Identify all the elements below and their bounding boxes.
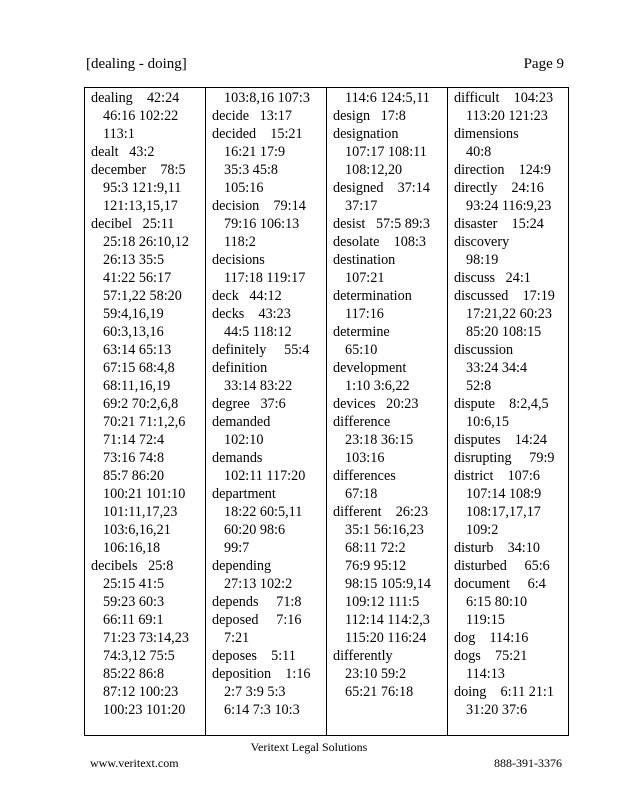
index-entry-continuation: 69:2 70:2,6,8 <box>103 396 179 412</box>
index-entry: dimensions <box>454 126 519 142</box>
index-entry-continuation: 33:24 34:4 <box>466 360 528 376</box>
index-entry-continuation: 109:2 <box>466 522 499 538</box>
index-entry-continuation: 68:11,16,19 <box>103 378 171 394</box>
index-entry-continuation: 67:15 68:4,8 <box>103 360 175 376</box>
index-entry: degree 37:6 <box>212 396 286 412</box>
index-entry-continuation: 117:16 <box>345 306 384 322</box>
index-entry: disturbed 65:6 <box>454 558 550 574</box>
index-entry-continuation: 107:21 <box>345 270 385 286</box>
index-entry-continuation: 106:16,18 <box>103 540 161 556</box>
index-entry-continuation: 118:2 <box>224 234 256 250</box>
index-entry: definition <box>212 360 268 376</box>
index-entry-continuation: 71:23 73:14,23 <box>103 630 189 646</box>
index-entry-continuation: 35:1 56:16,23 <box>345 522 424 538</box>
index-entry-continuation: 59:4,16,19 <box>103 306 164 322</box>
index-entry-continuation: 98:15 105:9,14 <box>345 576 431 592</box>
index-entry: designation <box>333 126 399 142</box>
index-entry: disputes 14:24 <box>454 432 548 448</box>
index-entry-continuation: 121:13,15,17 <box>103 198 178 214</box>
index-entry: discuss 24:1 <box>454 270 531 286</box>
index-entry: dispute 8:2,4,5 <box>454 396 549 412</box>
index-entry-continuation: 65:21 76:18 <box>345 684 414 700</box>
footer-company: Veritext Legal Solutions <box>250 740 368 754</box>
index-entry: devices 20:23 <box>333 396 419 412</box>
index-entry-continuation: 6:14 7:3 10:3 <box>224 702 300 718</box>
index-entry: disrupting 79:9 <box>454 450 555 466</box>
word-index-table <box>84 87 569 736</box>
index-entry: district 107:6 <box>454 468 540 484</box>
index-entry-continuation: 74:3,12 75:5 <box>103 648 175 664</box>
index-entry: dogs 75:21 <box>454 648 528 664</box>
index-entry: disturb 34:10 <box>454 540 540 556</box>
index-entry-continuation: 73:16 74:8 <box>103 450 165 466</box>
index-entry-continuation: 102:10 <box>224 432 264 448</box>
index-entry: december 78:5 <box>91 162 186 178</box>
index-entry-continuation: 107:14 108:9 <box>466 486 542 502</box>
index-entry-continuation: 60:3,13,16 <box>103 324 164 340</box>
index-entry: demanded <box>212 414 271 430</box>
index-entry: decisions <box>212 252 265 268</box>
index-entry: discovery <box>454 234 510 250</box>
index-entry-continuation: 103:8,16 107:3 <box>224 90 310 106</box>
index-entry-continuation: 66:11 69:1 <box>103 612 164 628</box>
index-entry-continuation: 57:1,22 58:20 <box>103 288 182 304</box>
page-number: Page 9 <box>523 56 564 72</box>
index-entry: differently <box>333 648 393 664</box>
index-entry: designed 37:14 <box>333 180 430 196</box>
index-entry: deck 44:12 <box>212 288 282 304</box>
index-entry-continuation: 93:24 116:9,23 <box>466 198 552 214</box>
footer-website: www.veritext.com <box>90 756 179 770</box>
index-entry-continuation: 68:11 72:2 <box>345 540 406 556</box>
index-entry: difference <box>333 414 391 430</box>
index-entry-continuation: 6:15 80:10 <box>466 594 528 610</box>
index-entry-continuation: 71:14 72:4 <box>103 432 165 448</box>
index-entry-continuation: 85:22 86:8 <box>103 666 165 682</box>
index-entry-continuation: 85:20 108:15 <box>466 324 542 340</box>
index-entry-continuation: 16:21 17:9 <box>224 144 286 160</box>
index-entry-continuation: 25:15 41:5 <box>103 576 165 592</box>
index-entry-continuation: 1:10 3:6,22 <box>345 378 410 394</box>
index-entry-continuation: 26:13 35:5 <box>103 252 165 268</box>
index-entry-continuation: 33:14 83:22 <box>224 378 293 394</box>
index-entry-continuation: 25:18 26:10,12 <box>103 234 189 250</box>
index-entry-continuation: 100:23 101:20 <box>103 702 186 718</box>
index-entry: directly 24:16 <box>454 180 544 196</box>
index-entry: design 17:8 <box>333 108 406 124</box>
index-entry-continuation: 41:22 56:17 <box>103 270 172 286</box>
index-entry-continuation: 59:23 60:3 <box>103 594 165 610</box>
index-entry: deposed 7:16 <box>212 612 302 628</box>
index-entry: direction 124:9 <box>454 162 551 178</box>
index-entry: destination <box>333 252 396 268</box>
index-entry-continuation: 46:16 102:22 <box>103 108 179 124</box>
index-entry-continuation: 67:18 <box>345 486 378 502</box>
index-entry: desolate 108:3 <box>333 234 426 250</box>
index-entry-continuation: 37:17 <box>345 198 378 214</box>
index-entry: dealing 42:24 <box>91 90 180 106</box>
index-entry-continuation: 115:20 116:24 <box>345 630 427 646</box>
index-entry-continuation: 108:17,17,17 <box>466 504 541 520</box>
index-entry-continuation: 52:8 <box>466 378 492 394</box>
footer-phone: 888-391-3376 <box>494 756 562 770</box>
index-entry-continuation: 98:19 <box>466 252 499 268</box>
index-entry-continuation: 103:6,16,21 <box>103 522 171 538</box>
index-entry-continuation: 10:6,15 <box>466 414 509 430</box>
index-column-4 <box>447 88 568 735</box>
index-entry-continuation: 109:12 111:5 <box>345 594 420 610</box>
index-entry-continuation: 119:15 <box>466 612 505 628</box>
index-entry: deposes 5:11 <box>212 648 296 664</box>
index-entry-continuation: 100:21 101:10 <box>103 486 186 502</box>
index-entry: document 6:4 <box>454 576 546 592</box>
index-entry: determine <box>333 324 390 340</box>
index-entry: different 26:23 <box>333 504 429 520</box>
index-entry-continuation: 105:16 <box>224 180 264 196</box>
index-column-1 <box>85 88 205 735</box>
index-entry-continuation: 95:3 121:9,11 <box>103 180 182 196</box>
index-entry: dealt 43:2 <box>91 144 155 160</box>
index-entry: deposition 1:16 <box>212 666 311 682</box>
index-entry-continuation: 76:9 95:12 <box>345 558 407 574</box>
index-entry-continuation: 44:5 118:12 <box>224 324 292 340</box>
index-entry: development <box>333 360 407 376</box>
index-entry: determination <box>333 288 412 304</box>
index-entry-continuation: 103:16 <box>345 450 385 466</box>
index-entry-continuation: 27:13 102:2 <box>224 576 293 592</box>
index-entry-continuation: 113:1 <box>103 126 135 142</box>
index-range-header: [dealing - doing] <box>86 56 187 72</box>
index-entry: decision 79:14 <box>212 198 306 214</box>
index-entry: desist 57:5 89:3 <box>333 216 430 232</box>
index-entry: differences <box>333 468 396 484</box>
index-entry-continuation: 99:7 <box>224 540 250 556</box>
index-entry-continuation: 2:7 3:9 5:3 <box>224 684 286 700</box>
index-entry: department <box>212 486 276 502</box>
index-entry-continuation: 60:20 98:6 <box>224 522 286 538</box>
index-entry-continuation: 18:22 60:5,11 <box>224 504 303 520</box>
index-entry: discussed 17:19 <box>454 288 555 304</box>
index-entry: definitely 55:4 <box>212 342 310 358</box>
index-entry-continuation: 63:14 65:13 <box>103 342 172 358</box>
index-entry-continuation: 87:12 100:23 <box>103 684 179 700</box>
index-entry: decibel 25:11 <box>91 216 175 232</box>
index-entry: decided 15:21 <box>212 126 303 142</box>
index-entry: decide 13:17 <box>212 108 292 124</box>
index-entry: discussion <box>454 342 514 358</box>
index-entry-continuation: 114:13 <box>466 666 505 682</box>
index-entry-continuation: 17:21,22 60:23 <box>466 306 552 322</box>
index-entry: difficult 104:23 <box>454 90 554 106</box>
index-entry: depending <box>212 558 272 574</box>
index-entry-continuation: 114:6 124:5,11 <box>345 90 430 106</box>
index-entry: demands <box>212 450 263 466</box>
index-entry-continuation: 70:21 71:1,2,6 <box>103 414 186 430</box>
index-entry-continuation: 85:7 86:20 <box>103 468 165 484</box>
index-entry-continuation: 31:20 37:6 <box>466 702 528 718</box>
index-entry-continuation: 107:17 108:11 <box>345 144 427 160</box>
index-entry-continuation: 112:14 114:2,3 <box>345 612 430 628</box>
index-entry-continuation: 23:10 59:2 <box>345 666 407 682</box>
index-entry: decibels 25:8 <box>91 558 174 574</box>
index-entry-continuation: 113:20 121:23 <box>466 108 548 124</box>
index-column-3 <box>326 88 447 735</box>
index-entry-continuation: 23:18 36:15 <box>345 432 414 448</box>
index-entry-continuation: 65:10 <box>345 342 378 358</box>
index-entry: depends 71:8 <box>212 594 302 610</box>
index-entry-continuation: 40:8 <box>466 144 492 160</box>
index-entry-continuation: 108:12,20 <box>345 162 403 178</box>
index-entry-continuation: 101:11,17,23 <box>103 504 178 520</box>
index-entry: dog 114:16 <box>454 630 529 646</box>
index-entry: decks 43:23 <box>212 306 291 322</box>
index-entry-continuation: 117:18 119:17 <box>224 270 306 286</box>
index-entry-continuation: 79:16 106:13 <box>224 216 300 232</box>
index-entry-continuation: 35:3 45:8 <box>224 162 278 178</box>
index-entry: doing 6:11 21:1 <box>454 684 554 700</box>
index-column-2 <box>205 88 326 735</box>
index-entry-continuation: 102:11 117:20 <box>224 468 306 484</box>
index-entry-continuation: 7:21 <box>224 630 250 646</box>
index-entry: disaster 15:24 <box>454 216 544 232</box>
